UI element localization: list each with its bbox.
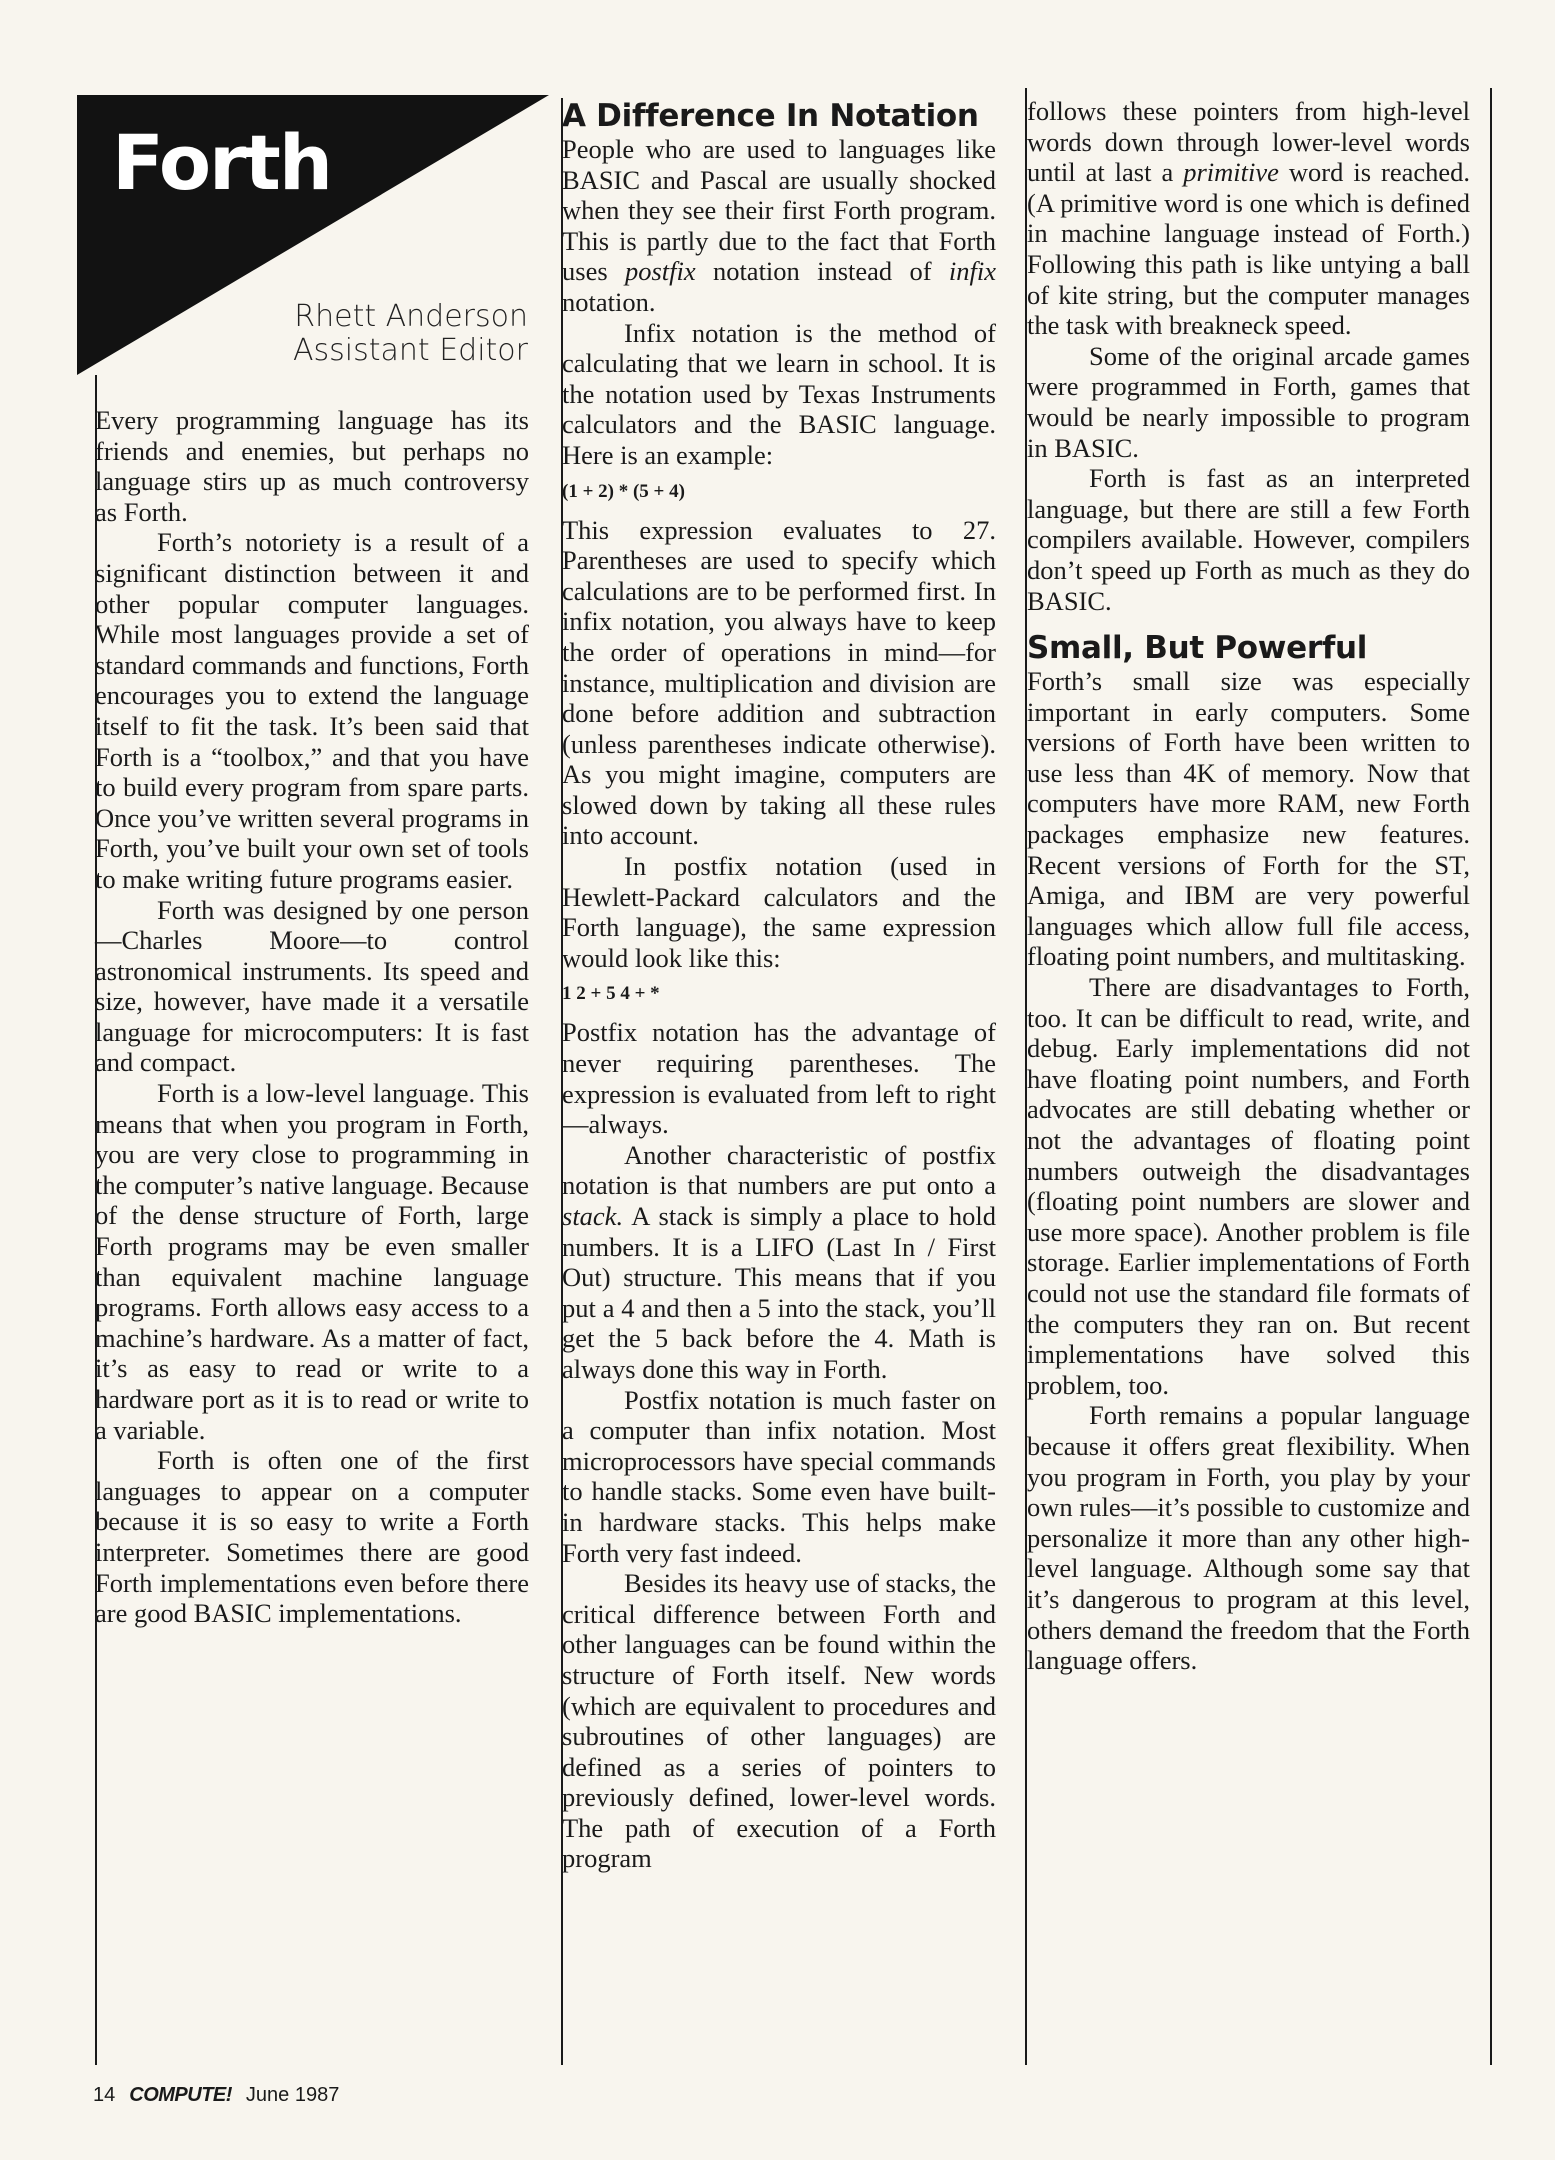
paragraph: There are disadvantages to Forth, too. It can be difficult to read, write, and debug. Early implementations did not have floating point numbers, and Forth advocates are still debating whether or not the advantages of floating point numbers outweigh the disadvantages (floating point numbers are slower and use more space). Another problem is file storage. Earlier implementations of Forth could not use the standard file formats of the computers they ran on. But recent implementations have solved this problem, too. <box>1027 972 1470 1400</box>
article-title: Forth <box>112 118 331 207</box>
magazine-name: COMPUTE! <box>129 2084 232 2106</box>
paragraph: Infix notation is the method of calculating that we learn in school. It is the notation used by Texas Instruments calculators and the BASIC language. Here is an example: <box>562 317 996 470</box>
paragraph: Forth’s small size was especially important in early computers. Some versions of Forth have been written to use less than 4K of memory. Now that computers have more RAM, new Forth packages emphasize new features. Recent versions of Forth for the ST, Amiga, and IBM are very powerful languages which allow full file access, floating point numbers, and multitasking. <box>1027 666 1470 972</box>
paragraph: Forth is a low-level language. This means that when you program in Forth, you are very close to programming in the computer’s native language. Because of the dense structure of Forth, large Forth programs may be even smaller than equivalent machine language programs. Forth allows easy access to a machine’s hardware. As a matter of fact, it’s as easy to read or write to a hardware port as it is to read or write to a variable. <box>95 1078 529 1445</box>
page-footer <box>93 2084 339 2107</box>
page-number: 14 <box>93 2084 116 2106</box>
code-expression: 1 2 + 5 4 + * <box>562 983 660 1005</box>
paragraph: follows these pointers from high-level words down through lower-level words until at last a primitive word is reached. (A primitive word is one which is defined in machine language instead of Forth.) Following this path is like untying a ball of kite string, but the computer manages the task with breakneck speed. <box>1027 96 1470 341</box>
paragraph: Forth was designed by one person—Charles Moore—to control astronomical instruments. Its speed and size, however, have made it a versatile language for microcomputers: It is fast and compact. <box>95 894 529 1078</box>
paragraph: People who are used to languages like BASIC and Pascal are usually shocked when they see their first Forth program. This is partly due to the fact that Forth uses postfix notation instead of infix notation. <box>562 134 996 317</box>
code-expression: (1 + 2) * (5 + 4) <box>562 480 685 502</box>
paragraph: Another characteristic of postfix notation is that numbers are put onto a stack. A stack is simply a place to hold numbers. It is a LIFO (Last In / First Out) structure. This means that if you put a 4 and then a 5 into the stack, you’ll get the 5 back before the 4. Math is always done this way in Forth. <box>562 1139 996 1384</box>
section-heading: Small, But Powerful <box>1027 630 1368 667</box>
author-role: Assistant Editor <box>293 333 528 368</box>
paragraph: Forth remains a popular language because it offers great flexibility. When you program in Forth, you play by your own rules—it’s possible to customize and personalize it more than any other high-level language. Although some say that it’s dangerous to program at this level, others demand the freedom that the Forth language offers. <box>1027 1400 1470 1676</box>
paragraph: Forth’s notoriety is a result of a significant distinction between it and other popular computer languages. While most languages provide a set of standard commands and functions, Forth encourages you to extend the language itself to fit the task. It’s been said that Forth is a “toolbox,” and that you have to build every program from spare parts. Once you’ve written several programs in Forth, you’ve built your own set of tools to make writing future programs easier. <box>95 527 529 894</box>
paragraph: Some of the original arcade games were programmed in Forth, games that would be nearly impossible to program in BASIC. <box>1027 340 1470 463</box>
byline <box>293 300 528 368</box>
issue-date: June 1987 <box>245 2084 340 2106</box>
paragraph: Forth is often one of the first languages to appear on a computer because it is so easy to write a Forth interpreter. Sometimes there are good Forth implementations even before there are good BASIC implementations. <box>95 1445 529 1629</box>
column-1 <box>95 405 529 1629</box>
column-3 <box>1027 96 1470 1676</box>
paragraph: Postfix notation is much faster on a computer than infix notation. Most microprocessors have special commands to handle stacks. Some even have built-in hardware stacks. This helps make Forth very fast indeed. <box>562 1384 996 1568</box>
paragraph: Every programming language has its friends and enemies, but perhaps no language stirs up as much controversy as Forth. <box>95 405 529 527</box>
paragraph: Postfix notation has the advantage of never requiring parentheses. The expression is evaluated from left to right—always. <box>562 1017 996 1140</box>
paragraph: Forth is fast as an interpreted language, but there are still a few Forth compilers available. However, compilers don’t speed up Forth as much as they do BASIC. <box>1027 463 1470 616</box>
paragraph: This expression evaluates to 27. Parentheses are used to specify which calculations are to be performed first. In infix notation, you always have to keep the order of operations in mind—for instance, multiplication and division are done before addition and subtraction (unless parentheses indicate otherwise). As you might imagine, computers are slowed down by taking all these rules into account. <box>562 514 996 851</box>
column-rule-far-right <box>1490 88 1492 2065</box>
author-name: Rhett Anderson <box>294 299 528 334</box>
section-heading: A Difference In Notation <box>562 98 979 134</box>
paragraph: Besides its heavy use of stacks, the critical difference between Forth and other languages can be found within the structure of Forth itself. New words (which are equivalent to procedures and subroutines of other languages) are defined as a series of pointers to previously defined, lower-level words. The path of execution of a Forth program <box>562 1568 996 1874</box>
paragraph: In postfix notation (used in Hewlett-Packard calculators and the Forth language), the same expression would look like this: <box>562 851 996 973</box>
column-2 <box>562 98 996 1874</box>
